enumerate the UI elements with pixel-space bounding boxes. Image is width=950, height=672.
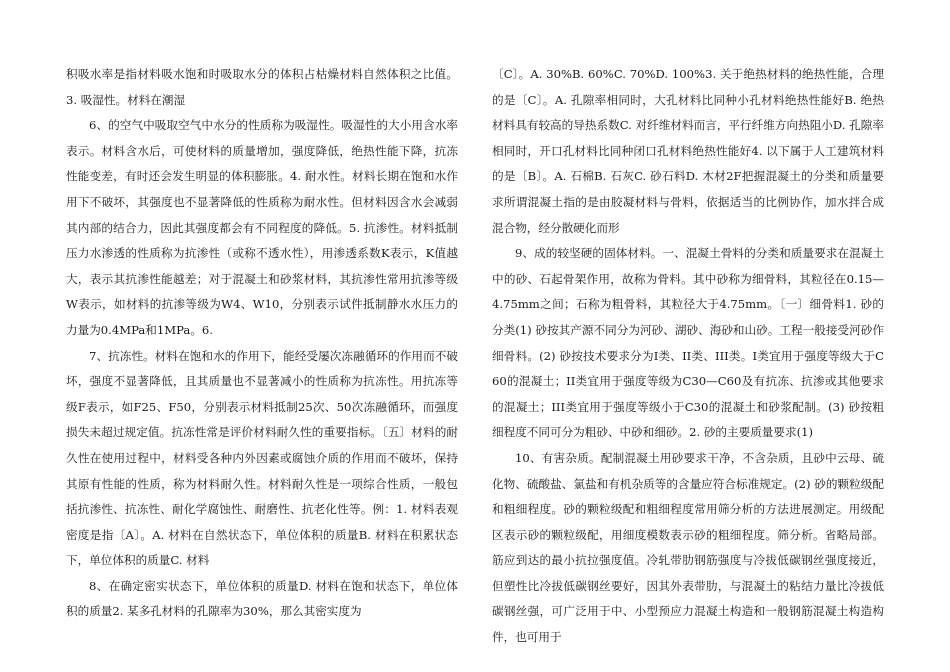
paragraph: 6、的空气中吸取空气中水分的性质称为吸湿性。吸湿性的大小用含水率表示。材料含水后，可使材料的质量增加，强度降低，绝热性能下降，抗冻性能变差，有时还会发生明显的体积膨胀。4. 耐水性。材料长期在饱和水作用下不破坏，其强度也不显著降低的性质称为耐水性。但材料因含水会减弱其内部的结合力，因此其强度都会有不同程度的降低。5. 抗渗性。材料抵制压力水渗透的性质称为抗渗性（或称不透水性），用渗透系数K表示，K值越大，表示其抗渗性能越差；对于混凝土和砂浆材料，其抗渗性常用抗渗等级W表示，如材料的抗渗等级为W4、W10，分别表示试件抵制静水水压力的力量为0.4MPa和1MPa。6.	[66, 118, 458, 337]
paragraph: 8、在确定密实状态下，单位体积的质量D. 材料在饱和状态下，单位体积的质量2. 某多孔材料的孔隙率为30%，那么其密实度为	[66, 578, 458, 619]
paragraph: 〔C〕。A. 30%B. 60%C. 70%D. 100%3. 关于绝热材料的绝热性能，合理的是〔C〕。A. 孔隙率相同时，大孔材料比同种小孔材料绝热性能好B. 绝热材料具有较高的导热系数C. 对纤维材料而言，平行纤维方向热阻小D. 孔隙率相同时，开口孔材料比同种闭口孔材料绝热性能好4. 以下属于人工建筑材料的是〔B〕。A. 石棉B. 石灰C. 砂石料D. 木材2F把握混凝土的分类和质量要求所谓混凝土指的是由胶凝材料与骨料，依据适当的比例协作，加水拌合成混合物，经分散硬化而形	[492, 67, 884, 235]
paragraph: 积吸水率是指材料吸水饱和时吸取水分的体积占枯燥材料自然体积之比值。3. 吸湿性。材料在潮湿	[66, 67, 458, 107]
right-column	[492, 62, 884, 651]
paragraph: 7、抗冻性。材料在饱和水的作用下，能经受屡次冻融循环的作用而不破坏，强度不显著降低，且其质量也不显著减小的性质称为抗冻性。用抗冻等级F表示，如F25、F50，分别表示材料抵制25次、50次冻融循环，而强度损失未超过规定值。抗冻性常是评价材料耐久性的重要指标。〔五〕材料的耐久性在使用过程中，材料受各种内外因素或腐蚀介质的作用而不破坏，保持其原有性能的性质，称为材料耐久性。材料耐久性是一项综合性质，一般包括抗渗性、抗冻性、耐化学腐蚀性、耐磨性、抗老化性等。例：1. 材料表观密度是指〔A〕。A. 材料在自然状态下，单位体积的质量B. 材料在积累状态下，单位体积的质量C. 材料	[66, 348, 458, 568]
paragraph: 10、有害杂质。配制混凝土用砂要求干净，不含杂质，且砂中云母、硫化物、硫酸盐、氯盐和有机杂质等的含量应符合标准规定。(2) 砂的颗粒级配和粗细程度。砂的颗粒级配和粗细程度常用筛分析的方法进展测定。用级配区表示砂的颗粒级配，用细度模数表示砂的粗细程度。筛分析。省略局部。筋应到达的最小抗拉强度值。冷轧带肋钢筋强度与冷拔低碳钢丝强度接近，但塑性比冷拔低碳钢丝要好，因其外表带肋，与混凝土的粘结力量比冷拔低碳钢丝强，可广泛用于中、小型预应力混凝土构造和一般钢筋混凝土构造构件，也可用于	[492, 450, 884, 645]
left-column	[66, 62, 458, 625]
paragraph: 9、成的较坚硬的固体材料。一、混凝土骨料的分类和质量要求在混凝土中的砂、石起骨架作用，故称为骨料。其中砂称为细骨料，其粒径在0.15—4.75mm之间；石称为粗骨料，其粒径大于4.75mm。〔一〕细骨料1. 砂的分类(1) 砂按其产源不同分为河砂、湖砂、海砂和山砂。工程一般接受河砂作细骨料。(2) 砂按技术要求分为I类、II类、III类。I类宜用于强度等级大于C60的混凝土；II类宜用于强度等级为C30—C60及有抗冻、抗渗或其他要求的混凝土；III类宜用于强度等级小于C30的混凝土和砂浆配制。(3) 砂按粗细程度不同可分为粗砂、中砂和细砂。2. 砂的主要质量要求(1)	[492, 246, 884, 440]
